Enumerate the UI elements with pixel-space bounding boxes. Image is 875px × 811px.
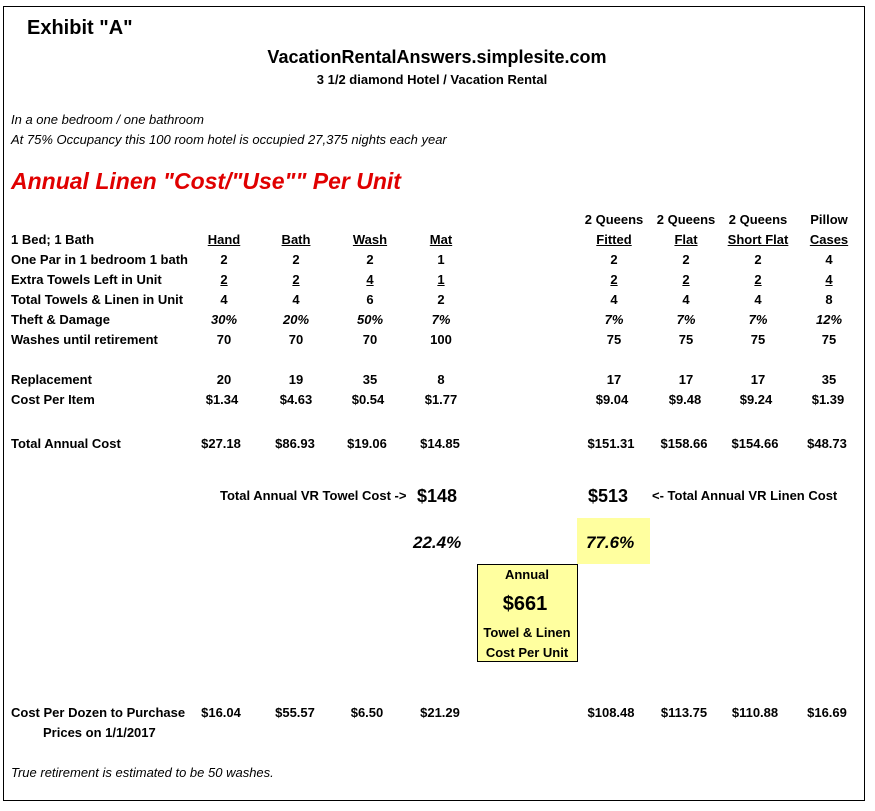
table-cell: $16.69	[807, 705, 847, 720]
column-header: Bath	[281, 232, 311, 247]
table-cell: 8	[437, 372, 445, 387]
table-cell: $27.18	[201, 436, 241, 451]
table-cell: 2	[292, 272, 300, 287]
table-cell: 19	[288, 372, 304, 387]
group-header: 2 Queens	[584, 212, 644, 227]
group-header: Pillow	[810, 212, 848, 227]
table-cell: 4	[825, 252, 833, 267]
towel-cost-total: $148	[417, 486, 458, 506]
table-cell: 17	[750, 372, 766, 387]
table-cell: 2	[754, 252, 762, 267]
table-cell: 100	[430, 332, 452, 347]
table-cell: $1.34	[205, 392, 239, 407]
table-cell: $151.31	[587, 436, 635, 451]
table-cell: $4.63	[279, 392, 313, 407]
table-cell: $19.06	[347, 436, 387, 451]
row-label: Washes until retirement	[11, 332, 158, 347]
column-header: Hand	[207, 232, 241, 247]
table-cell: 4	[292, 292, 300, 307]
table-cell: 2	[220, 272, 228, 287]
table-cell: 7%	[748, 312, 768, 327]
linen-cost-label: <- Total Annual VR Linen Cost	[652, 488, 838, 503]
table-cell: $16.04	[201, 705, 241, 720]
table-cell: 2	[366, 252, 374, 267]
column-header: Fitted	[596, 232, 632, 247]
table-cell: $110.88	[731, 705, 779, 720]
site-title: VacationRentalAnswers.simplesite.com	[267, 47, 607, 67]
table-cell: 20%	[282, 312, 310, 327]
note-line-1: In a one bedroom / one bathroom	[11, 112, 204, 127]
table-cell: 4	[220, 292, 228, 307]
table-cell: $9.04	[595, 392, 629, 407]
table-cell: 4	[754, 292, 762, 307]
box-label-cost-per-unit: Cost Per Unit	[485, 645, 569, 660]
table-cell: $86.93	[275, 436, 315, 451]
note-line-2: At 75% Occupancy this 100 room hotel is occupied 27,375 nights each year	[11, 132, 447, 147]
table-corner-label: 1 Bed; 1 Bath	[11, 232, 95, 247]
table-cell: 70	[288, 332, 304, 347]
table-cell: 6	[366, 292, 374, 307]
column-header: Short Flat	[727, 232, 789, 247]
table-cell: 70	[362, 332, 378, 347]
box-label-annual: Annual	[504, 567, 550, 582]
row-label: Total Annual Cost	[11, 436, 121, 451]
table-cell: 2	[610, 252, 618, 267]
table-cell: $113.75	[660, 705, 708, 720]
table-cell: $21.29	[420, 705, 460, 720]
table-cell: 2	[220, 252, 228, 267]
row-label: One Par in 1 bedroom 1 bath	[11, 252, 188, 267]
table-cell: 12%	[815, 312, 843, 327]
table-cell: 17	[606, 372, 622, 387]
table-cell: $9.48	[668, 392, 702, 407]
footer-note: True retirement is estimated to be 50 washes.	[11, 765, 274, 780]
table-cell: 7%	[676, 312, 696, 327]
table-cell: $14.85	[420, 436, 460, 451]
column-header: Flat	[674, 232, 698, 247]
row-label: Cost Per Dozen to Purchase	[11, 705, 186, 720]
subtitle: 3 1/2 diamond Hotel / Vacation Rental	[316, 72, 548, 87]
linen-percent: 77.6%	[586, 533, 635, 552]
box-total: $661	[502, 593, 548, 615]
table-cell: 75	[750, 332, 766, 347]
table-cell: 75	[678, 332, 694, 347]
table-cell: 7%	[604, 312, 624, 327]
group-header: 2 Queens	[728, 212, 788, 227]
table-cell: $158.66	[660, 436, 708, 451]
column-header: Mat	[429, 232, 453, 247]
table-cell: $9.24	[739, 392, 773, 407]
table-cell: $55.57	[275, 705, 315, 720]
table-cell: $1.39	[811, 392, 845, 407]
prices-date: Prices on 1/1/2017	[43, 725, 156, 740]
table-cell: 2	[682, 272, 690, 287]
table-cell: 17	[678, 372, 694, 387]
table-cell: 8	[825, 292, 833, 307]
table-cell: 7%	[431, 312, 451, 327]
table-cell: 50%	[356, 312, 384, 327]
row-label: Extra Towels Left in Unit	[11, 272, 162, 287]
table-cell: 30%	[210, 312, 238, 327]
table-cell: 2	[292, 252, 300, 267]
group-header: 2 Queens	[656, 212, 716, 227]
table-cell: $48.73	[807, 436, 847, 451]
linen-cost-total: $513	[588, 486, 629, 506]
row-label: Replacement	[11, 372, 92, 387]
annual-linen-heading: Annual Linen "Cost/"Use"" Per Unit	[11, 168, 401, 194]
table-cell: $6.50	[350, 705, 384, 720]
table-cell: 4	[825, 272, 833, 287]
towel-cost-label: Total Annual VR Towel Cost ->	[220, 488, 407, 503]
table-cell: 75	[606, 332, 622, 347]
table-cell: $0.54	[351, 392, 385, 407]
table-cell: 1	[437, 272, 445, 287]
table-cell: 35	[821, 372, 837, 387]
table-cell: 4	[610, 292, 618, 307]
table-cell: 2	[610, 272, 618, 287]
box-label-towel-linen: Towel & Linen	[483, 625, 571, 640]
table-cell: 75	[821, 332, 837, 347]
table-cell: 2	[682, 252, 690, 267]
table-cell: 70	[216, 332, 232, 347]
table-cell: 4	[682, 292, 690, 307]
table-cell: 1	[437, 252, 445, 267]
column-header: Wash	[352, 232, 388, 247]
table-cell: $108.48	[587, 705, 635, 720]
table-cell: $154.66	[731, 436, 779, 451]
table-cell: 2	[437, 292, 445, 307]
exhibit-title: Exhibit "A"	[27, 17, 133, 39]
table-cell: 2	[754, 272, 762, 287]
row-label: Theft & Damage	[11, 312, 110, 327]
row-label: Total Towels & Linen in Unit	[11, 292, 184, 307]
row-label: Cost Per Item	[11, 392, 95, 407]
towel-percent: 22.4%	[413, 533, 462, 552]
table-cell: 4	[366, 272, 374, 287]
table-cell: 35	[362, 372, 378, 387]
table-cell: 20	[216, 372, 232, 387]
column-header: Cases	[809, 232, 849, 247]
table-cell: $1.77	[424, 392, 458, 407]
